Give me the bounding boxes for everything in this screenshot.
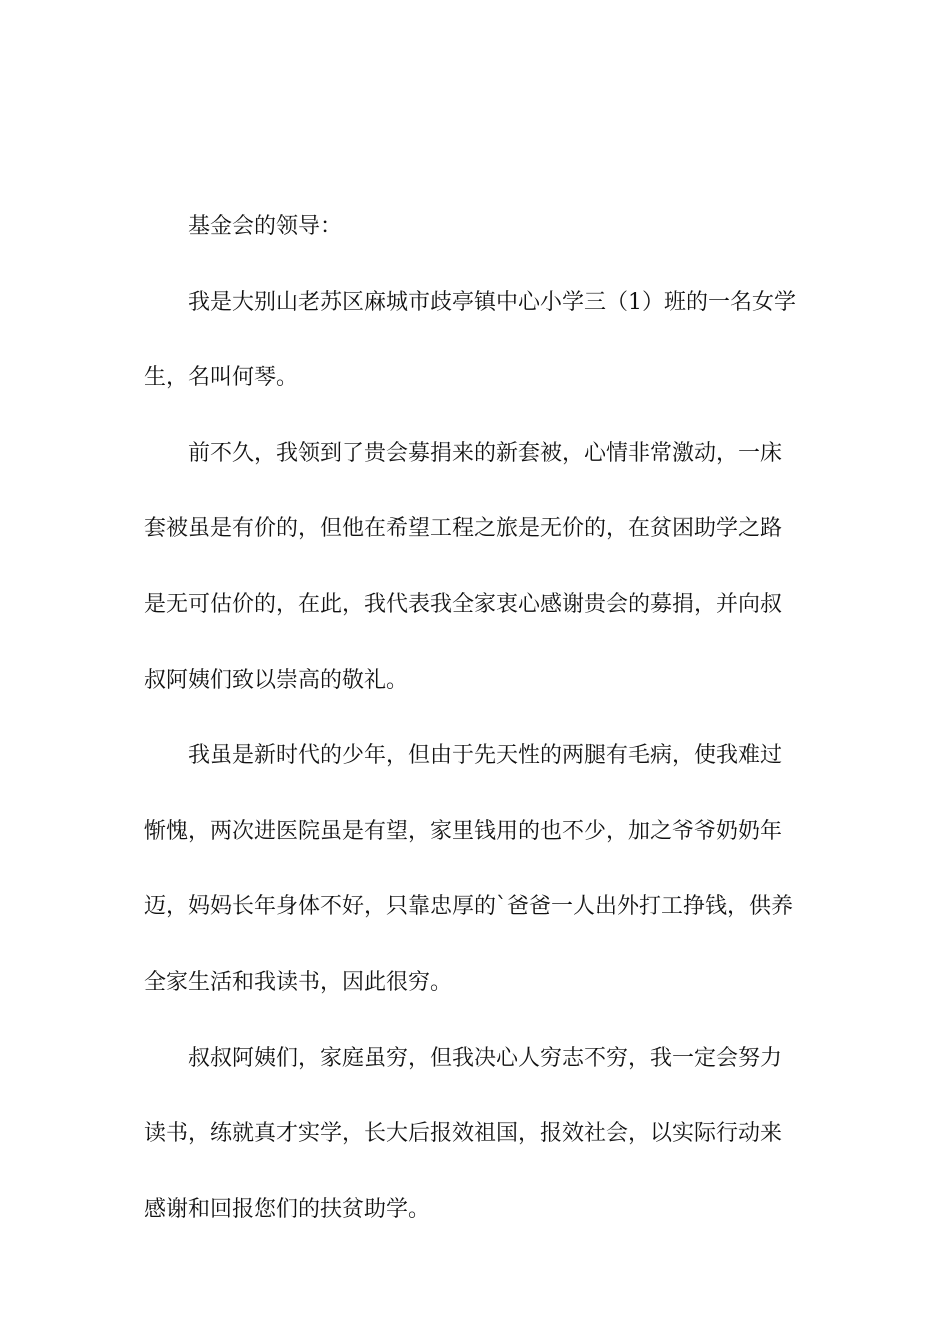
- paragraph-2-line-4: 叔阿姨们致以崇高的敬礼。: [144, 667, 409, 693]
- paragraph-4-line-3: 感谢和回报您们的扶贫助学。: [144, 1196, 431, 1222]
- paragraph-3-line-2: 惭愧，两次进医院虽是有望，家里钱用的也不少，加之爷爷奶奶年: [144, 818, 783, 844]
- paragraph-3-line-3: 迈，妈妈长年身体不好，只靠忠厚的`爸爸一人出外打工挣钱，供养: [144, 894, 794, 920]
- paragraph-4-line-1: 叔叔阿姨们，家庭虽穷，但我决心人穷志不穷，我一定会努力: [188, 1045, 783, 1071]
- paragraph-3-line-1: 我虽是新时代的少年，但由于先天性的两腿有毛病，使我难过: [188, 743, 783, 769]
- paragraph-1-line-2: 生，名叫何琴。: [144, 365, 299, 391]
- salutation-line: 基金会的领导：: [188, 214, 343, 239]
- paragraph-4-line-2: 读书，练就真才实学，长大后报效祖国，报效社会，以实际行动来: [144, 1121, 783, 1147]
- paragraph-3-line-4: 全家生活和我读书，因此很穷。: [144, 969, 453, 995]
- letter-body: [144, 205, 808, 1263]
- paragraph-2-line-3: 是无可估价的，在此，我代表我全家衷心感谢贵会的募捐，并向叔: [144, 591, 783, 617]
- paragraph-2-line-2: 套被虽是有价的，但他在希望工程之旅是无价的，在贫困助学之路: [144, 516, 783, 542]
- paragraph-2-line-1: 前不久，我领到了贵会募捐来的新套被，心情非常激动，一床: [188, 440, 783, 466]
- paragraph-1-line-1: 我是大别山老苏区麻城市歧亭镇中心小学三（1）班的一名女学: [188, 289, 796, 315]
